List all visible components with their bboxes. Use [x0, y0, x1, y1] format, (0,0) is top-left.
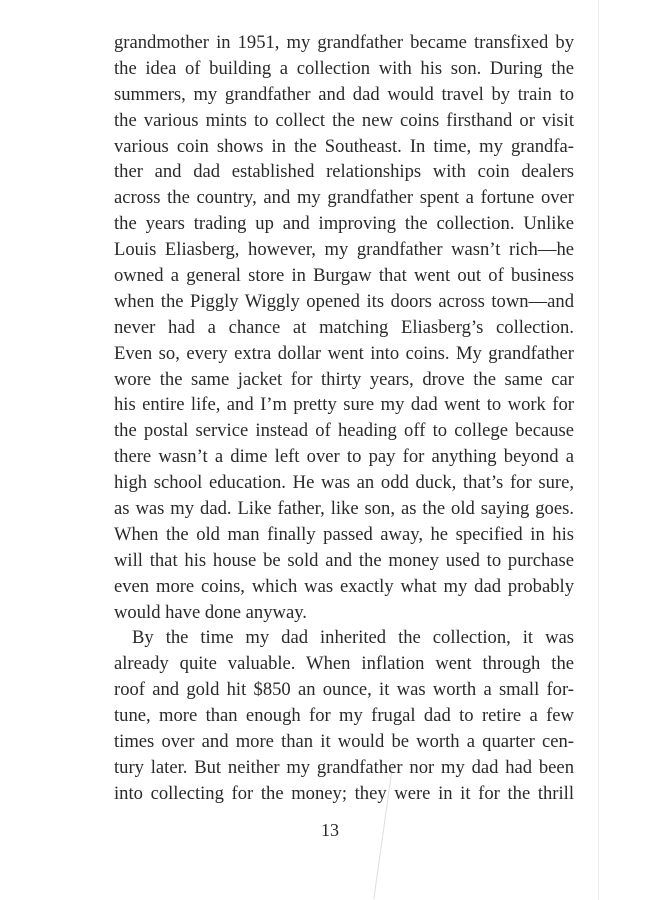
text-line: the years trading up and improving the collection. Unlike	[114, 213, 574, 235]
text-line: across the country, and my grandfather spent a fortune over	[114, 187, 574, 209]
text-line: into collecting for the money; they were in it for the thrill	[114, 782, 574, 804]
page-number: 13	[321, 820, 339, 840]
text-line: owned a general store in Burgaw that went out of business	[114, 265, 574, 287]
text-line: even more coins, which was exactly what my dad probably	[114, 575, 574, 597]
text-line: roof and gold hit $850 an ounce, it was worth a small for-	[114, 679, 574, 701]
text-line: never had a chance at matching Eliasberg’s collection.	[114, 316, 574, 338]
paragraph	[114, 30, 574, 625]
text-line: Even so, every extra dollar went into coins. My grandfather	[114, 342, 574, 364]
text-line: grandmother in 1951, my grandfather became transfixed by	[114, 32, 574, 53]
text-line: When the old man finally passed away, he specified in his	[114, 523, 574, 545]
text-line: the idea of building a collection with his son. During the	[114, 57, 574, 79]
text-line: when the Piggly Wiggly opened its doors across town—and	[114, 290, 574, 312]
text-line: the postal service instead of heading off to college because	[114, 420, 574, 442]
text-line: would have done anyway.	[114, 601, 307, 623]
paragraph	[114, 625, 574, 806]
text-line: various coin shows in the Southeast. In time, my grandfa-	[114, 135, 574, 157]
text-line: high school education. He was an odd duck, that’s for sure,	[114, 472, 574, 494]
text-line: there wasn’t a dime left over to pay for anything beyond a	[114, 446, 574, 468]
text-line: wore the same jacket for thirty years, drove the same car	[114, 368, 574, 390]
body-text	[114, 30, 574, 807]
text-line: tury later. But neither my grandfather nor my dad had been	[114, 756, 574, 778]
text-line: Louis Eliasberg, however, my grandfather wasn’t rich—he	[114, 239, 574, 261]
text-line: ther and dad established relationships with coin dealers	[114, 161, 574, 183]
text-line: tune, more than enough for my frugal dad to retire a few	[114, 705, 574, 727]
text-line: By the time my dad inherited the collection, it was	[132, 627, 574, 649]
scan-artifact-edge	[598, 0, 599, 900]
text-line: as was my dad. Like father, like son, as the old saying goes.	[114, 498, 574, 520]
text-line: his entire life, and I’m pretty sure my dad went to work for	[114, 394, 574, 416]
text-line: will that his house be sold and the money used to purchase	[114, 549, 574, 571]
text-line: the various mints to collect the new coins firsthand or visit	[114, 109, 574, 131]
text-line: summers, my grandfather and dad would travel by train to	[114, 83, 574, 105]
text-line: times over and more than it would be worth a quarter cen-	[114, 731, 574, 753]
text-line: already quite valuable. When inflation went through the	[114, 653, 574, 675]
